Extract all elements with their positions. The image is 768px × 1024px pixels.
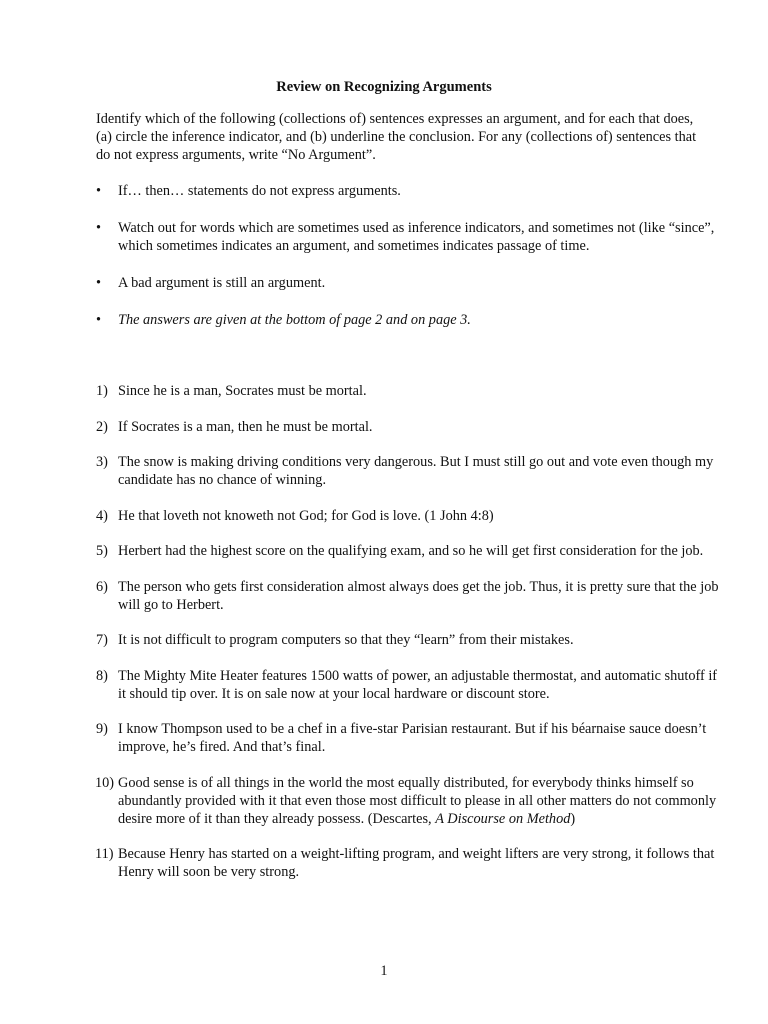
note-text: The answers are given at the bottom of page 2 and on page 3. [118,312,471,328]
bullet-icon: • [96,275,102,291]
question-item [96,631,721,649]
note-text: Watch out for words which are sometimes used as inference indicators, and sometimes not (like “since”, which sometimes indicates an argument, and sometimes indicates passage of time. [118,220,715,254]
instructions-paragraph: Identify which of the following (collections of) sentences expresses an argument, and for each that does, (a) circle the inference indicator, and (b) underline the conclusion. For any (collections of) sentences that do not express arguments, write “No Argument”. [96,111,697,163]
note-item-answers [96,311,716,329]
bullet-icon: • [96,312,102,328]
question-text: Good sense is of all things in the world the most equally distributed, for everybody thinks himself so abundantly provided with it that even those most difficult to please in all other matters do not commonly desire more of it than they already possess. (Descartes, [118,774,717,827]
question-item [96,720,721,756]
bullet-icon: • [96,220,102,236]
question-number: 1) [96,383,108,399]
question-text: I know Thompson used to be a chef in a five-star Parisian restaurant. But if his béarnaise sauce doesn’t improve, he’s fired. And that’s final. [118,721,707,755]
question-number: 7) [96,632,108,648]
question-text: He that loveth not knoweth not God; for God is love. (1 John 4:8) [118,507,494,524]
question-item [96,507,721,525]
question-item [96,578,721,614]
note-text: If… then… statements do not express arguments. [118,183,401,199]
question-item [96,845,721,881]
question-item [96,542,721,560]
page-number: 1 [380,963,388,979]
question-text: The snow is making driving conditions very dangerous. But I must still go out and vote even though my candidate has no chance of winning. [118,454,714,488]
question-number: 4) [96,507,108,524]
question-item [96,382,721,400]
question-text: If Socrates is a man, then he must be mortal. [118,418,373,435]
note-text: A bad argument is still an argument. [118,275,326,291]
question-text: Because Henry has started on a weight-lifting program, and weight lifters are very strong, it follows that Henry will soon be very strong. [118,846,715,880]
citation-title: A Discourse on Method [435,810,571,827]
question-item [96,774,721,828]
question-item [96,667,721,703]
bullet-icon: • [96,183,102,199]
question-text: The person who gets first consideration almost always does get the job. Thus, it is pretty sure that the job will go to Herbert. [118,578,719,613]
document-title: Review on Recognizing Arguments [276,79,492,95]
question-number: 3) [96,454,108,470]
note-item [96,182,716,200]
question-number: 8) [96,667,108,684]
question-list [96,382,721,899]
question-number: 11) [95,846,114,862]
question-number: 6) [96,578,108,595]
citation-close: ) [570,810,576,827]
question-text: Since he is a man, Socrates must be mortal. [118,383,367,399]
note-item [96,219,716,255]
notes-list [96,182,716,348]
question-number: 5) [96,543,108,559]
question-text: The Mighty Mite Heater features 1500 watts of power, an adjustable thermostat, and automatic shutoff if it should tip over. It is on sale now at your local hardware or discount store. [118,667,718,702]
question-text: It is not difficult to program computers so that they “learn” from their mistakes. [118,632,574,648]
question-item [96,453,721,489]
question-number: 2) [96,418,108,435]
question-item [96,418,721,436]
note-item [96,274,716,292]
question-text: Herbert had the highest score on the qualifying exam, and so he will get first consideration for the job. [118,543,704,559]
question-number: 10) [95,774,115,791]
question-number: 9) [96,721,108,737]
